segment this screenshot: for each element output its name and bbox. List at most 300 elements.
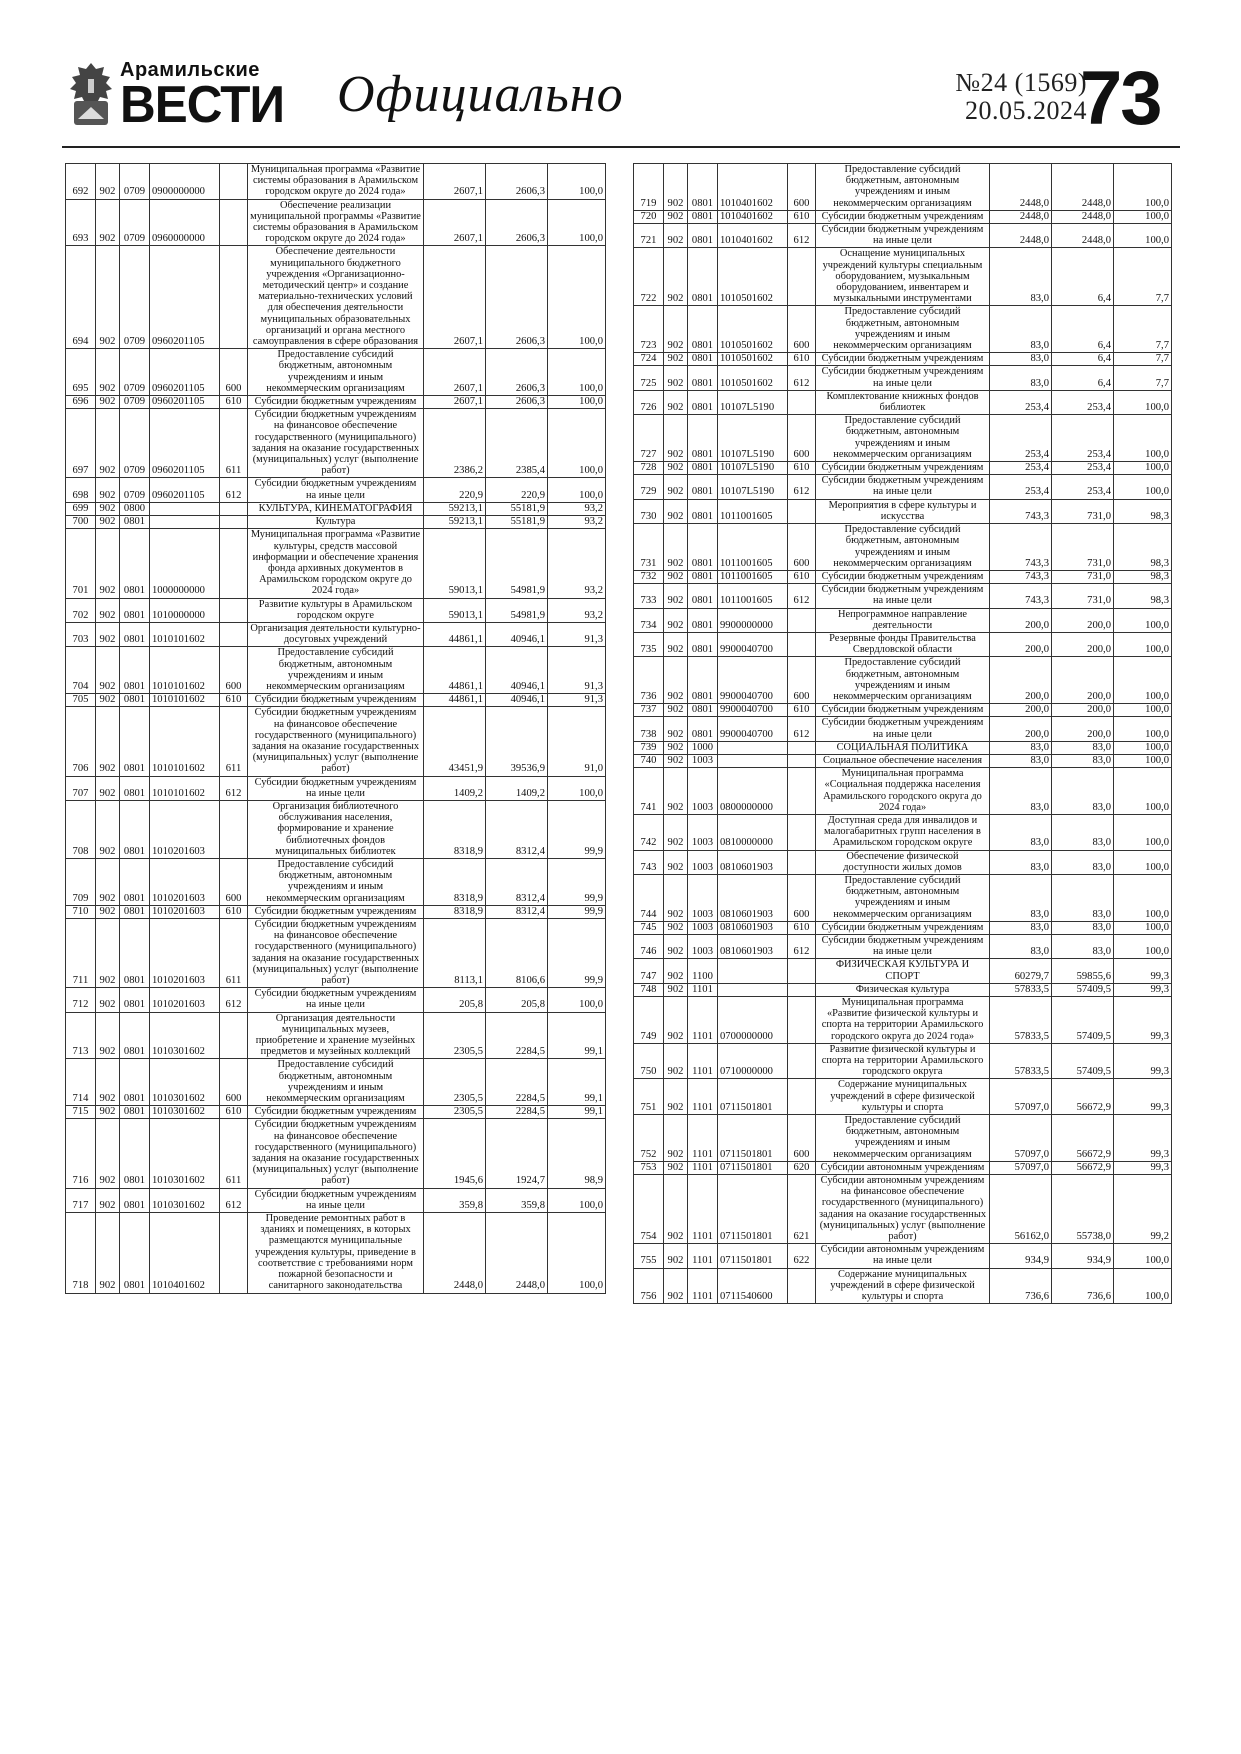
item-name: Субсидии бюджетным учреждениям xyxy=(816,570,990,583)
section-code: 0709 xyxy=(120,349,150,396)
section-code: 0801 xyxy=(688,499,718,523)
target-code: 0900000000 xyxy=(150,164,220,200)
coat-of-arms-icon xyxy=(66,61,116,129)
target-code: 1010301602 xyxy=(150,1059,220,1106)
item-name: Социальное обеспечение населения xyxy=(816,754,990,767)
plan-amount: 83,0 xyxy=(990,814,1052,850)
expense-type: 600 xyxy=(788,524,816,571)
expense-type xyxy=(220,622,248,646)
section-code: 0709 xyxy=(120,199,150,246)
execution-percent: 100,0 xyxy=(1114,657,1172,704)
admin-code: 902 xyxy=(96,164,120,200)
expense-type: 610 xyxy=(220,905,248,918)
logo-big-text: ВЕСТИ xyxy=(120,76,285,134)
section-code: 1101 xyxy=(688,1043,718,1079)
table-row xyxy=(634,1115,1172,1162)
admin-code: 902 xyxy=(664,164,688,211)
table-row xyxy=(66,1059,606,1106)
plan-amount: 253,4 xyxy=(990,462,1052,475)
expense-type: 610 xyxy=(788,210,816,223)
table-row xyxy=(66,516,606,529)
expense-type: 612 xyxy=(788,366,816,390)
target-code: 9900000000 xyxy=(718,608,788,632)
actual-amount: 200,0 xyxy=(1052,717,1114,741)
table-row xyxy=(634,921,1172,934)
plan-amount: 83,0 xyxy=(990,768,1052,815)
admin-code: 902 xyxy=(96,1188,120,1212)
section-code: 0801 xyxy=(688,248,718,306)
item-name: Предоставление субсидий бюджетным, автономным учреждениям и иным некоммерческим организациям xyxy=(816,1115,990,1162)
target-code: 1000000000 xyxy=(150,529,220,598)
admin-code: 902 xyxy=(96,349,120,396)
section-code: 0801 xyxy=(120,694,150,707)
item-name: Субсидии бюджетным учреждениям на финансовое обеспечение государственного (муниципального) задания на оказание государственных (муниципальных) услуг (выполнение работ) xyxy=(248,919,424,988)
row-number: 749 xyxy=(634,997,664,1044)
row-number: 693 xyxy=(66,199,96,246)
actual-amount: 731,0 xyxy=(1052,570,1114,583)
table-row xyxy=(634,850,1172,874)
execution-percent: 100,0 xyxy=(1114,754,1172,767)
actual-amount: 2606,3 xyxy=(486,164,548,200)
row-number: 716 xyxy=(66,1119,96,1188)
section-code: 1101 xyxy=(688,983,718,996)
row-number: 694 xyxy=(66,246,96,349)
row-number: 713 xyxy=(66,1012,96,1059)
section-code: 1101 xyxy=(688,1079,718,1115)
table-row xyxy=(634,657,1172,704)
actual-amount: 200,0 xyxy=(1052,704,1114,717)
actual-amount: 736,6 xyxy=(1052,1268,1114,1304)
table-row xyxy=(634,366,1172,390)
target-code: 0960201105 xyxy=(150,396,220,409)
target-code: 0711540600 xyxy=(718,1268,788,1304)
row-number: 720 xyxy=(634,210,664,223)
execution-percent: 98,3 xyxy=(1114,570,1172,583)
plan-amount: 2305,5 xyxy=(424,1012,486,1059)
table-row xyxy=(634,524,1172,571)
page-header xyxy=(62,55,1177,145)
execution-percent: 100,0 xyxy=(1114,608,1172,632)
item-name: Организация деятельности муниципальных музеев, приобретение и хранение музейных предметов и музейных коллекций xyxy=(248,1012,424,1059)
table-row xyxy=(634,248,1172,306)
table-row xyxy=(634,608,1172,632)
plan-amount: 2386,2 xyxy=(424,409,486,478)
item-name: Предоставление субсидий бюджетным, автономным учреждениям и иным некоммерческим организациям xyxy=(816,657,990,704)
plan-amount: 59013,1 xyxy=(424,598,486,622)
plan-amount: 253,4 xyxy=(990,475,1052,499)
expense-type xyxy=(788,983,816,996)
item-name: Организация деятельности культурно-досуговых учреждений xyxy=(248,622,424,646)
table-row xyxy=(66,349,606,396)
target-code: 9900040700 xyxy=(718,657,788,704)
admin-code: 902 xyxy=(664,353,688,366)
target-code: 0810601903 xyxy=(718,921,788,934)
target-code: 0960201105 xyxy=(150,478,220,502)
expense-type: 611 xyxy=(220,1119,248,1188)
table-row xyxy=(634,390,1172,414)
expense-type xyxy=(788,499,816,523)
target-code: 10107L5190 xyxy=(718,462,788,475)
execution-percent: 100,0 xyxy=(548,776,606,800)
admin-code: 902 xyxy=(96,707,120,776)
row-number: 703 xyxy=(66,622,96,646)
admin-code: 902 xyxy=(664,1268,688,1304)
expense-type xyxy=(220,199,248,246)
actual-amount: 731,0 xyxy=(1052,584,1114,608)
actual-amount: 8312,4 xyxy=(486,858,548,905)
actual-amount: 2448,0 xyxy=(1052,164,1114,211)
admin-code: 902 xyxy=(96,529,120,598)
table-row xyxy=(634,475,1172,499)
section-code: 0801 xyxy=(688,415,718,462)
actual-amount: 934,9 xyxy=(1052,1244,1114,1268)
row-number: 718 xyxy=(66,1213,96,1293)
execution-percent: 100,0 xyxy=(1114,632,1172,656)
plan-amount: 200,0 xyxy=(990,657,1052,704)
row-number: 722 xyxy=(634,248,664,306)
item-name: Предоставление субсидий бюджетным, автономным учреждениям и иным некоммерческим организациям xyxy=(248,647,424,694)
target-code: 10107L5190 xyxy=(718,475,788,499)
plan-amount: 57097,0 xyxy=(990,1115,1052,1162)
target-code: 0710000000 xyxy=(718,1043,788,1079)
target-code: 1010401602 xyxy=(150,1213,220,1293)
section-code: 1003 xyxy=(688,768,718,815)
section-code: 0801 xyxy=(688,366,718,390)
row-number: 705 xyxy=(66,694,96,707)
admin-code: 902 xyxy=(664,717,688,741)
section-code: 1003 xyxy=(688,921,718,934)
target-code xyxy=(718,983,788,996)
plan-amount: 44861,1 xyxy=(424,647,486,694)
actual-amount: 83,0 xyxy=(1052,935,1114,959)
plan-amount: 2448,0 xyxy=(990,164,1052,211)
actual-amount: 56672,9 xyxy=(1052,1115,1114,1162)
plan-amount: 205,8 xyxy=(424,988,486,1012)
target-code: 0700000000 xyxy=(718,997,788,1044)
plan-amount: 57097,0 xyxy=(990,1079,1052,1115)
section-code: 0801 xyxy=(688,717,718,741)
row-number: 708 xyxy=(66,800,96,858)
expense-type xyxy=(788,1079,816,1115)
plan-amount: 2305,5 xyxy=(424,1106,486,1119)
execution-percent: 99,3 xyxy=(1114,1043,1172,1079)
row-number: 711 xyxy=(66,919,96,988)
actual-amount: 59855,6 xyxy=(1052,959,1114,983)
actual-amount: 6,4 xyxy=(1052,366,1114,390)
section-code: 0801 xyxy=(688,475,718,499)
item-name: Субсидии бюджетным учреждениям xyxy=(816,353,990,366)
row-number: 692 xyxy=(66,164,96,200)
expense-type: 600 xyxy=(788,1115,816,1162)
target-code: 1010401602 xyxy=(718,224,788,248)
admin-code: 902 xyxy=(664,1043,688,1079)
admin-code: 902 xyxy=(664,1079,688,1115)
item-name: Субсидии бюджетным учреждениям на иные цели xyxy=(816,584,990,608)
expense-type xyxy=(788,608,816,632)
page-number: 73 xyxy=(1080,56,1161,141)
right-column xyxy=(633,163,1171,1304)
item-name: Субсидии бюджетным учреждениям на иные цели xyxy=(816,366,990,390)
row-number: 698 xyxy=(66,478,96,502)
actual-amount: 2606,3 xyxy=(486,246,548,349)
target-code: 1010201603 xyxy=(150,919,220,988)
item-name: Субсидии бюджетным учреждениям xyxy=(248,694,424,707)
target-code: 0810601903 xyxy=(718,874,788,921)
section-code: 0801 xyxy=(120,800,150,858)
execution-percent: 93,2 xyxy=(548,502,606,515)
section-code: 0801 xyxy=(688,462,718,475)
execution-percent: 100,0 xyxy=(1114,874,1172,921)
plan-amount: 83,0 xyxy=(990,306,1052,353)
item-name: Субсидии автономным учреждениям xyxy=(816,1161,990,1174)
expense-type: 610 xyxy=(788,462,816,475)
execution-percent: 100,0 xyxy=(1114,1244,1172,1268)
admin-code: 902 xyxy=(664,366,688,390)
plan-amount: 8113,1 xyxy=(424,919,486,988)
expense-type: 600 xyxy=(788,164,816,211)
table-row xyxy=(634,1268,1172,1304)
budget-table-right xyxy=(633,163,1172,1304)
section-code: 0709 xyxy=(120,396,150,409)
actual-amount: 83,0 xyxy=(1052,754,1114,767)
row-number: 735 xyxy=(634,632,664,656)
section-code: 0801 xyxy=(120,919,150,988)
target-code: 0711501801 xyxy=(718,1244,788,1268)
plan-amount: 57833,5 xyxy=(990,1043,1052,1079)
actual-amount: 2284,5 xyxy=(486,1059,548,1106)
row-number: 750 xyxy=(634,1043,664,1079)
item-name: Непрограммное направление деятельности xyxy=(816,608,990,632)
item-name: Субсидии бюджетным учреждениям xyxy=(248,396,424,409)
actual-amount: 57409,5 xyxy=(1052,997,1114,1044)
row-number: 700 xyxy=(66,516,96,529)
item-name: СОЦИАЛЬНАЯ ПОЛИТИКА xyxy=(816,741,990,754)
row-number: 710 xyxy=(66,905,96,918)
execution-percent: 99,9 xyxy=(548,905,606,918)
section-code: 0709 xyxy=(120,478,150,502)
expense-type xyxy=(788,1043,816,1079)
row-number: 695 xyxy=(66,349,96,396)
target-code: 1010301602 xyxy=(150,1119,220,1188)
actual-amount: 2284,5 xyxy=(486,1012,548,1059)
target-code: 0711501801 xyxy=(718,1079,788,1115)
item-name: Субсидии бюджетным учреждениям xyxy=(248,1106,424,1119)
plan-amount: 83,0 xyxy=(990,850,1052,874)
expense-type: 612 xyxy=(788,717,816,741)
budget-table-left xyxy=(65,163,606,1294)
expense-type: 622 xyxy=(788,1244,816,1268)
issue-info xyxy=(877,69,1087,125)
item-name: Субсидии бюджетным учреждениям xyxy=(816,210,990,223)
table-row xyxy=(634,164,1172,211)
row-number: 753 xyxy=(634,1161,664,1174)
row-number: 715 xyxy=(66,1106,96,1119)
row-number: 696 xyxy=(66,396,96,409)
item-name: Развитие физической культуры и спорта на территории Арамильского городского округа xyxy=(816,1043,990,1079)
table-row xyxy=(634,1079,1172,1115)
row-number: 723 xyxy=(634,306,664,353)
table-row xyxy=(66,246,606,349)
expense-type: 600 xyxy=(220,647,248,694)
target-code: 1010201603 xyxy=(150,858,220,905)
expense-type xyxy=(788,632,816,656)
expense-type: 611 xyxy=(220,919,248,988)
execution-percent: 100,0 xyxy=(548,396,606,409)
expense-type: 600 xyxy=(788,874,816,921)
target-code: 0960201105 xyxy=(150,246,220,349)
target-code: 9900040700 xyxy=(718,717,788,741)
admin-code: 902 xyxy=(664,959,688,983)
admin-code: 902 xyxy=(664,415,688,462)
plan-amount: 2448,0 xyxy=(990,210,1052,223)
target-code: 0711501801 xyxy=(718,1161,788,1174)
header-divider xyxy=(62,146,1180,148)
actual-amount: 54981,9 xyxy=(486,529,548,598)
admin-code: 902 xyxy=(96,905,120,918)
target-code xyxy=(718,754,788,767)
table-row xyxy=(634,997,1172,1044)
table-row xyxy=(634,1175,1172,1244)
item-name: Содержание муниципальных учреждений в сфере физической культуры и спорта xyxy=(816,1268,990,1304)
actual-amount: 2385,4 xyxy=(486,409,548,478)
execution-percent: 99,3 xyxy=(1114,1079,1172,1115)
expense-type: 612 xyxy=(788,584,816,608)
target-code: 1010101602 xyxy=(150,694,220,707)
section-code: 0801 xyxy=(120,858,150,905)
item-name: Муниципальная программа «Развитие культуры, средств массовой информации и обеспечение хранения фонда архивных документов в Арамильском городском округе до 2024 года» xyxy=(248,529,424,598)
row-number: 745 xyxy=(634,921,664,934)
row-number: 727 xyxy=(634,415,664,462)
row-number: 737 xyxy=(634,704,664,717)
table-row xyxy=(66,396,606,409)
section-code: 0801 xyxy=(120,598,150,622)
execution-percent: 99,1 xyxy=(548,1012,606,1059)
section-code: 1101 xyxy=(688,1115,718,1162)
table-row xyxy=(66,694,606,707)
item-name: Предоставление субсидий бюджетным, автономным учреждениям и иным некоммерческим организациям xyxy=(248,349,424,396)
row-number: 738 xyxy=(634,717,664,741)
section-code: 0801 xyxy=(120,1188,150,1212)
table-row xyxy=(66,478,606,502)
plan-amount: 59013,1 xyxy=(424,529,486,598)
section-code: 0801 xyxy=(120,707,150,776)
plan-amount: 83,0 xyxy=(990,874,1052,921)
expense-type: 610 xyxy=(220,1106,248,1119)
target-code: 1011001605 xyxy=(718,570,788,583)
table-row xyxy=(66,800,606,858)
actual-amount: 54981,9 xyxy=(486,598,548,622)
execution-percent: 99,3 xyxy=(1114,997,1172,1044)
execution-percent: 91,3 xyxy=(548,694,606,707)
actual-amount: 8312,4 xyxy=(486,905,548,918)
admin-code: 902 xyxy=(664,814,688,850)
admin-code: 902 xyxy=(664,608,688,632)
actual-amount: 200,0 xyxy=(1052,608,1114,632)
plan-amount: 200,0 xyxy=(990,632,1052,656)
target-code: 0711501801 xyxy=(718,1175,788,1244)
item-name: Мероприятия в сфере культуры и искусства xyxy=(816,499,990,523)
item-name: Предоставление субсидий бюджетным, автономным учреждениям и иным некоммерческим организациям xyxy=(816,164,990,211)
admin-code: 902 xyxy=(96,478,120,502)
actual-amount: 359,8 xyxy=(486,1188,548,1212)
table-row xyxy=(634,741,1172,754)
table-row xyxy=(634,754,1172,767)
actual-amount: 253,4 xyxy=(1052,390,1114,414)
section-code: 1101 xyxy=(688,997,718,1044)
target-code: 1010101602 xyxy=(150,707,220,776)
plan-amount: 359,8 xyxy=(424,1188,486,1212)
row-number: 707 xyxy=(66,776,96,800)
execution-percent: 100,0 xyxy=(1114,717,1172,741)
expense-type: 610 xyxy=(788,704,816,717)
expense-type: 612 xyxy=(220,776,248,800)
execution-percent: 98,3 xyxy=(1114,524,1172,571)
plan-amount: 83,0 xyxy=(990,366,1052,390)
target-code: 1010201603 xyxy=(150,800,220,858)
table-row xyxy=(634,584,1172,608)
section-code: 1003 xyxy=(688,935,718,959)
plan-amount: 8318,9 xyxy=(424,858,486,905)
section-code: 0801 xyxy=(120,988,150,1012)
table-row xyxy=(634,353,1172,366)
item-name: Предоставление субсидий бюджетным, автономным учреждениям и иным некоммерческим организациям xyxy=(816,306,990,353)
actual-amount: 55181,9 xyxy=(486,502,548,515)
table-row xyxy=(66,988,606,1012)
plan-amount: 1945,6 xyxy=(424,1119,486,1188)
actual-amount: 40946,1 xyxy=(486,647,548,694)
row-number: 714 xyxy=(66,1059,96,1106)
plan-amount: 56162,0 xyxy=(990,1175,1052,1244)
admin-code: 902 xyxy=(96,246,120,349)
target-code: 1010301602 xyxy=(150,1012,220,1059)
plan-amount: 220,9 xyxy=(424,478,486,502)
admin-code: 902 xyxy=(96,1213,120,1293)
execution-percent: 100,0 xyxy=(1114,921,1172,934)
target-code: 1010501602 xyxy=(718,366,788,390)
expense-type: 612 xyxy=(788,224,816,248)
expense-type: 611 xyxy=(220,707,248,776)
row-number: 747 xyxy=(634,959,664,983)
plan-amount: 8318,9 xyxy=(424,905,486,918)
actual-amount: 205,8 xyxy=(486,988,548,1012)
row-number: 731 xyxy=(634,524,664,571)
section-code: 0801 xyxy=(688,632,718,656)
expense-type: 600 xyxy=(788,306,816,353)
execution-percent: 100,0 xyxy=(548,164,606,200)
section-code: 0801 xyxy=(120,1059,150,1106)
actual-amount: 56672,9 xyxy=(1052,1079,1114,1115)
admin-code: 902 xyxy=(664,306,688,353)
table-row xyxy=(66,622,606,646)
table-row xyxy=(66,1012,606,1059)
actual-amount: 8312,4 xyxy=(486,800,548,858)
plan-amount: 743,3 xyxy=(990,570,1052,583)
item-name: Обеспечение деятельности муниципального бюджетного учреждения «Организационно-методический центр» и создание материально-технических условий для обеспечения деятельности муниципальных образовательных организаций и органа местного самоуправления в сфере образования xyxy=(248,246,424,349)
row-number: 751 xyxy=(634,1079,664,1115)
admin-code: 902 xyxy=(664,499,688,523)
execution-percent: 98,9 xyxy=(548,1119,606,1188)
admin-code: 902 xyxy=(664,935,688,959)
expense-type: 610 xyxy=(788,353,816,366)
plan-amount: 8318,9 xyxy=(424,800,486,858)
admin-code: 902 xyxy=(96,694,120,707)
target-code: 0960000000 xyxy=(150,199,220,246)
actual-amount: 253,4 xyxy=(1052,462,1114,475)
section-code: 0801 xyxy=(120,1119,150,1188)
row-number: 729 xyxy=(634,475,664,499)
expense-type: 610 xyxy=(788,570,816,583)
target-code: 1010501602 xyxy=(718,248,788,306)
